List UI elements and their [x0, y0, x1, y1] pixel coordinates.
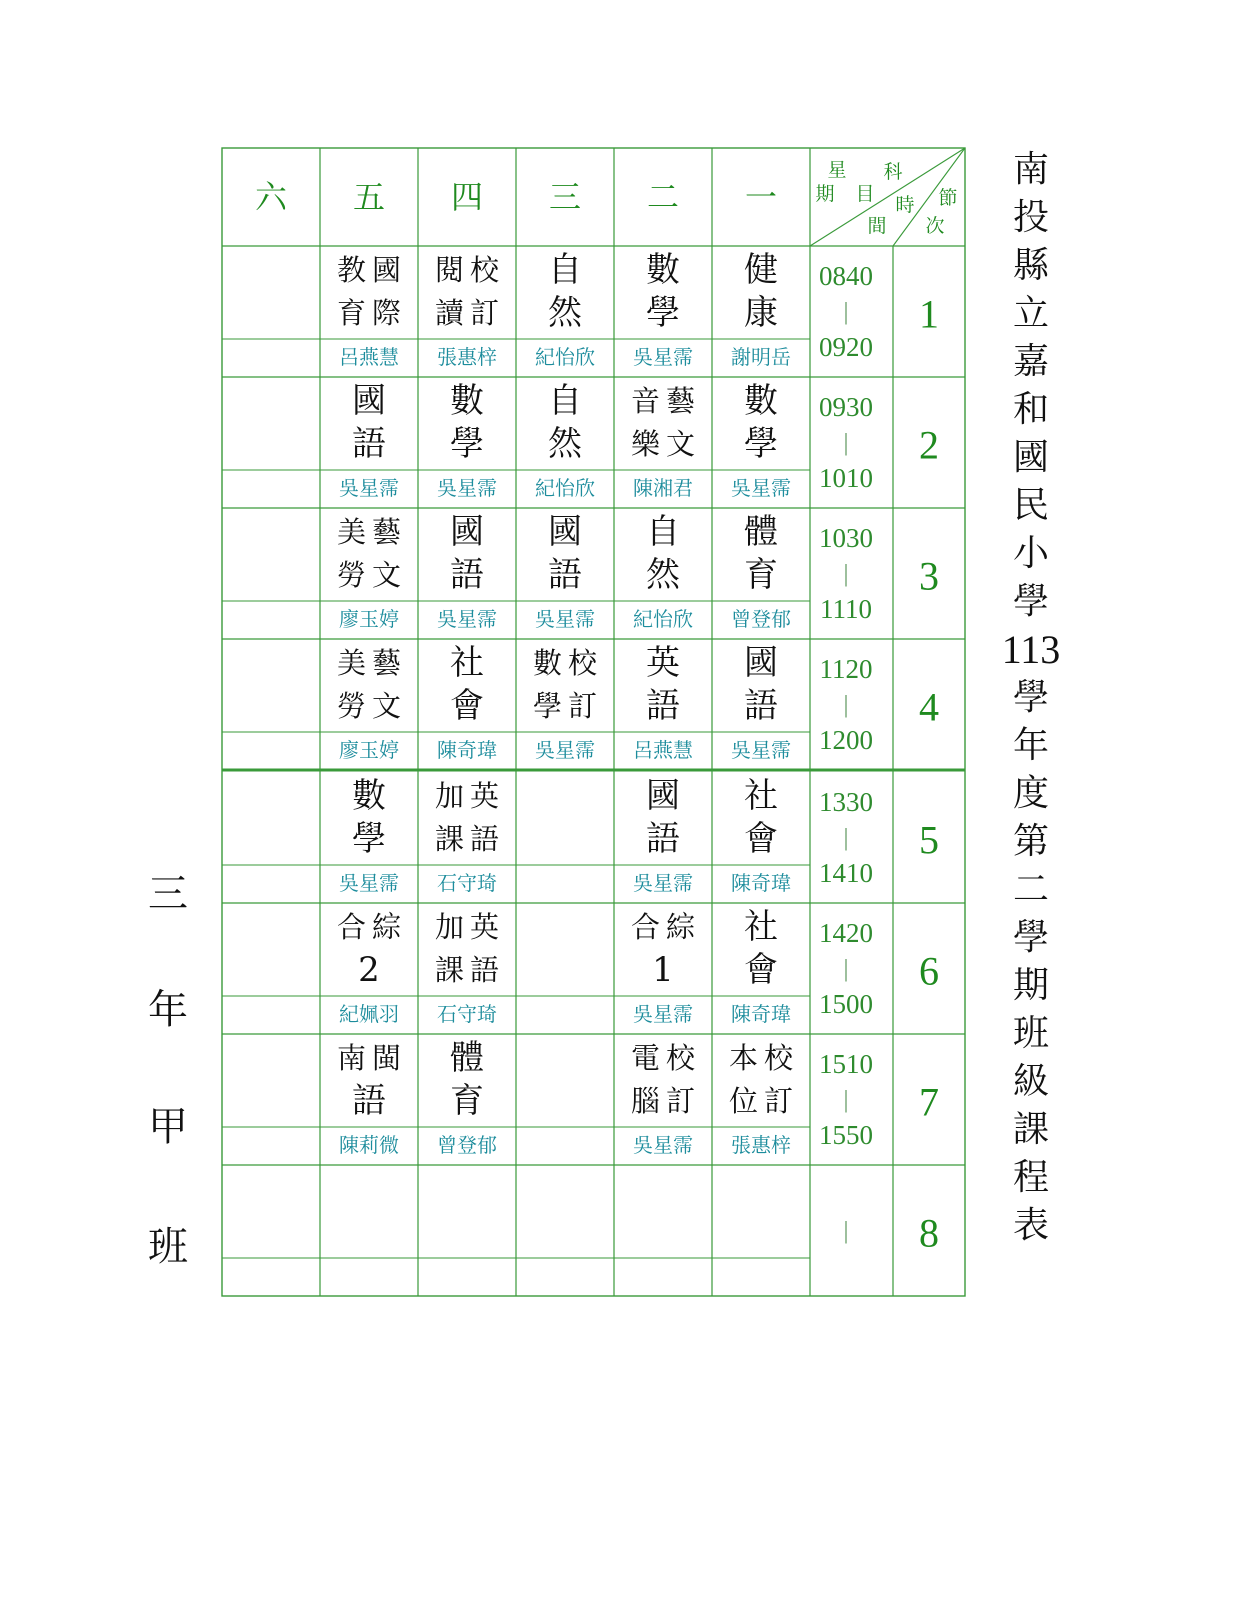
period-start-time: 1510	[819, 1049, 873, 1079]
teacher-name: 紀怡欣	[535, 345, 595, 369]
subject-text: 語	[352, 1081, 386, 1121]
period-number: 8	[919, 1210, 939, 1256]
corner-label-time: 時	[895, 194, 915, 216]
title-char: 程	[1012, 1157, 1049, 1198]
period-number: 7	[919, 1079, 939, 1125]
subject-text: 會	[744, 950, 778, 990]
school-title	[1003, 146, 1059, 1250]
subject-text: 文	[665, 427, 696, 461]
teacher-name: 吳星霈	[633, 1133, 693, 1157]
title-char: 小	[1012, 533, 1049, 574]
subject-text: 數	[532, 646, 563, 680]
subject-text: 語	[469, 822, 500, 856]
subject-text: 訂	[567, 689, 598, 723]
teacher-name: 吳星霈	[731, 476, 791, 500]
teacher-name: 吳星霈	[535, 607, 595, 631]
subject-text: 育	[744, 555, 778, 595]
subject-text: 語	[646, 819, 680, 859]
subject-text: 學	[352, 819, 386, 859]
period-number: 5	[919, 817, 939, 863]
time-dash: |	[842, 691, 850, 719]
title-char: 學	[1012, 917, 1049, 958]
subject-text: 育	[450, 1081, 484, 1121]
title-char: 學	[1012, 677, 1049, 718]
teacher-name: 吳星霈	[731, 738, 791, 762]
subject-text: 會	[450, 686, 484, 726]
title-char: 學	[1012, 581, 1049, 622]
teacher-name: 陳奇瑋	[731, 871, 791, 895]
subject-text: 合	[336, 910, 367, 944]
subject-text: 學	[744, 424, 778, 464]
title-year: 113	[1001, 627, 1061, 672]
period-start-time: 0930	[819, 392, 873, 422]
subject-text: 自	[548, 250, 582, 290]
subject-text: 語	[469, 953, 500, 987]
subject-text: 語	[646, 686, 680, 726]
teacher-name: 曾登郁	[731, 607, 791, 631]
title-char: 級	[1012, 1061, 1049, 1102]
subject-text: 英	[469, 779, 500, 813]
subject-text: 數	[450, 381, 484, 421]
teacher-name: 陳奇瑋	[437, 738, 497, 762]
subject-text: 訂	[665, 1084, 696, 1118]
subject-text: 1	[652, 950, 674, 990]
title-char: 表	[1012, 1205, 1049, 1246]
subject-text: 閱	[434, 253, 465, 287]
subject-text: 體	[450, 1038, 484, 1078]
subject-text: 語	[548, 555, 582, 595]
subject-text: 文	[371, 689, 402, 723]
subject-text: 綜	[371, 910, 402, 944]
subject-text: 社	[744, 907, 778, 947]
period-end-time: 1550	[819, 1120, 873, 1150]
subject-text: 數	[352, 776, 386, 816]
period-number: 1	[919, 291, 939, 337]
subject-text: 際	[371, 296, 402, 330]
subject-text: 語	[450, 555, 484, 595]
subject-text: 藝	[371, 515, 402, 549]
title-char: 投	[1012, 197, 1049, 238]
subject-text: 國	[744, 643, 778, 683]
title-char: 嘉	[1012, 341, 1049, 382]
teacher-name: 曾登郁	[437, 1133, 497, 1157]
subject-text: 課	[434, 822, 465, 856]
period-end-time: 1200	[819, 725, 873, 755]
title-char: 第	[1012, 821, 1049, 862]
period-start-time: 1330	[819, 787, 873, 817]
title-char: 民	[1012, 485, 1049, 526]
title-char: 年	[1012, 725, 1049, 766]
subject-text: 樂	[630, 427, 661, 461]
teacher-name: 謝明岳	[731, 345, 791, 369]
subject-text: 英	[646, 643, 680, 683]
subject-text: 訂	[763, 1084, 794, 1118]
subject-text: 國	[371, 253, 402, 287]
subject-text: 閩	[371, 1041, 402, 1075]
subject-text: 體	[744, 512, 778, 552]
subject-text: 社	[744, 776, 778, 816]
subject-text: 然	[548, 424, 582, 464]
period-start-time: 1120	[819, 654, 873, 684]
subject-text: 訂	[469, 296, 500, 330]
teacher-name: 呂燕慧	[633, 738, 693, 762]
title-char: 班	[1012, 1013, 1049, 1054]
subject-text: 勞	[336, 689, 367, 723]
subject-text: 加	[434, 779, 465, 813]
title-char: 度	[1012, 773, 1049, 814]
subject-text: 國	[352, 381, 386, 421]
subject-text: 美	[336, 646, 367, 680]
header-day-label: 四	[450, 178, 484, 216]
title-char: 課	[1012, 1109, 1049, 1150]
teacher-name: 石守琦	[437, 871, 497, 895]
period-end-time: 1110	[820, 594, 872, 624]
header-day-label: 五	[352, 178, 386, 216]
subject-text: 自	[646, 512, 680, 552]
subject-text: 康	[744, 293, 778, 333]
subject-text: 校	[763, 1041, 794, 1075]
subject-text: 學	[646, 293, 680, 333]
subject-text: 文	[371, 558, 402, 592]
time-dash: |	[842, 1217, 850, 1245]
header-day-label: 二	[646, 178, 680, 216]
title-char: 期	[1012, 965, 1049, 1006]
teacher-name: 陳莉微	[339, 1133, 399, 1157]
subject-text: 勞	[336, 558, 367, 592]
subject-text: 語	[744, 686, 778, 726]
period-start-time: 0840	[819, 261, 873, 291]
subject-text: 合	[630, 910, 661, 944]
teacher-name: 吳星霈	[633, 1002, 693, 1026]
class-label-char: 班	[148, 1224, 188, 1270]
subject-text: 學	[532, 689, 563, 723]
subject-text: 藝	[665, 384, 696, 418]
period-number: 6	[919, 948, 939, 994]
teacher-name: 廖玉婷	[339, 738, 399, 762]
subject-text: 國	[548, 512, 582, 552]
subject-text: 校	[567, 646, 598, 680]
time-dash: |	[842, 1086, 850, 1114]
period-end-time: 1010	[819, 463, 873, 493]
period-number: 4	[919, 684, 939, 730]
period-number: 2	[919, 422, 939, 468]
title-char: 二	[1012, 869, 1049, 910]
subject-text: 校	[665, 1041, 696, 1075]
corner-label-weekday: 期	[815, 183, 835, 205]
title-char: 和	[1012, 389, 1049, 430]
time-dash: |	[842, 955, 850, 983]
period-start-time: 1420	[819, 918, 873, 948]
time-dash: |	[842, 824, 850, 852]
time-dash: |	[842, 560, 850, 588]
teacher-name: 吳星霈	[339, 476, 399, 500]
subject-text: 讀	[434, 296, 465, 330]
subject-text: 數	[744, 381, 778, 421]
subject-text: 2	[358, 950, 380, 990]
class-label-char: 年	[148, 987, 188, 1033]
subject-text: 教	[336, 253, 367, 287]
subject-text: 位	[728, 1084, 759, 1118]
corner-label-weekday: 星	[827, 159, 847, 181]
subject-text: 自	[548, 381, 582, 421]
subject-text: 學	[450, 424, 484, 464]
teacher-name: 吳星霈	[437, 476, 497, 500]
subject-text: 社	[450, 643, 484, 683]
header-day-label: 一	[744, 178, 778, 216]
subject-text: 課	[434, 953, 465, 987]
corner-label-time: 間	[867, 215, 887, 237]
corner-label-subject: 科	[883, 161, 903, 183]
teacher-name: 吳星霈	[633, 345, 693, 369]
subject-text: 健	[744, 250, 778, 290]
subject-text: 會	[744, 819, 778, 859]
period-start-time: 1030	[819, 523, 873, 553]
title-char: 南	[1012, 149, 1049, 190]
subject-text: 數	[646, 250, 680, 290]
teacher-name: 張惠梓	[731, 1133, 791, 1157]
subject-text: 藝	[371, 646, 402, 680]
subject-text: 腦	[630, 1084, 661, 1118]
subject-text: 音	[630, 384, 661, 418]
teacher-name: 陳奇瑋	[731, 1002, 791, 1026]
teacher-name: 紀怡欣	[535, 476, 595, 500]
corner-label-period: 次	[925, 215, 945, 237]
subject-text: 加	[434, 910, 465, 944]
subject-text: 然	[646, 555, 680, 595]
subject-text: 本	[728, 1041, 759, 1075]
teacher-name: 呂燕慧	[339, 345, 399, 369]
title-char: 縣	[1012, 245, 1049, 286]
teacher-name: 紀怡欣	[633, 607, 693, 631]
title-char: 國	[1012, 437, 1049, 478]
time-dash: |	[842, 298, 850, 326]
teacher-name: 吳星霈	[535, 738, 595, 762]
teacher-name: 廖玉婷	[339, 607, 399, 631]
teacher-name: 吳星霈	[339, 871, 399, 895]
subject-text: 育	[336, 296, 367, 330]
teacher-name: 張惠梓	[437, 345, 497, 369]
subject-text: 綜	[665, 910, 696, 944]
header-day-label: 三	[548, 178, 582, 216]
period-end-time: 1500	[819, 989, 873, 1019]
teacher-name: 吳星霈	[437, 607, 497, 631]
teacher-name: 石守琦	[437, 1002, 497, 1026]
teacher-name: 紀姵羽	[339, 1002, 399, 1026]
subject-text: 語	[352, 424, 386, 464]
title-char: 立	[1012, 293, 1049, 334]
header-day-label: 六	[254, 178, 288, 216]
subject-text: 國	[450, 512, 484, 552]
subject-text: 校	[469, 253, 500, 287]
period-end-time: 0920	[819, 332, 873, 362]
period-end-time: 1410	[819, 858, 873, 888]
class-label-char: 甲	[148, 1104, 188, 1150]
subject-text: 電	[630, 1041, 661, 1075]
corner-label-subject: 目	[855, 183, 875, 205]
teacher-name: 吳星霈	[633, 871, 693, 895]
subject-text: 國	[646, 776, 680, 816]
subject-text: 然	[548, 293, 582, 333]
subject-text: 南	[336, 1041, 367, 1075]
subject-text: 英	[469, 910, 500, 944]
subject-text: 美	[336, 515, 367, 549]
period-number: 3	[919, 553, 939, 599]
time-dash: |	[842, 429, 850, 457]
corner-label-period: 節	[938, 187, 958, 209]
class-label-char: 三	[148, 871, 188, 917]
teacher-name: 陳湘君	[633, 476, 693, 500]
